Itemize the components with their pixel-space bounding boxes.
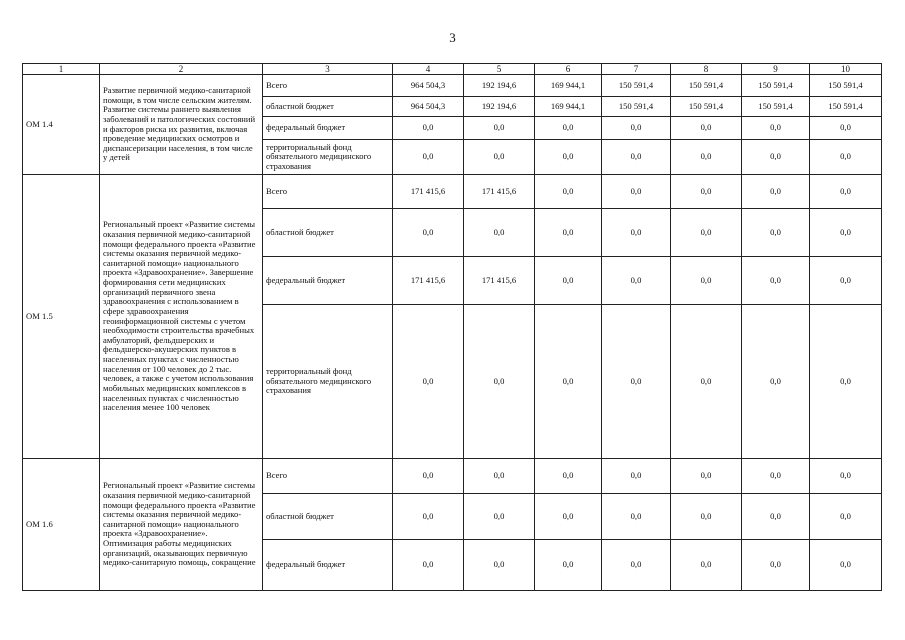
amount-cell: 0,0 <box>742 209 810 257</box>
amount-cell: 0,0 <box>810 209 882 257</box>
amount-cell: 0,0 <box>671 305 742 459</box>
column-header: 9 <box>742 64 810 75</box>
amount-cell: 0,0 <box>464 494 535 540</box>
amount-cell: 964 504,3 <box>393 97 464 117</box>
amount-cell: 171 415,6 <box>464 257 535 305</box>
funding-source: областной бюджет <box>263 494 393 540</box>
amount-cell: 0,0 <box>742 494 810 540</box>
table-row <box>23 75 882 97</box>
amount-cell: 150 591,4 <box>602 75 671 97</box>
amount-cell: 0,0 <box>810 117 882 140</box>
amount-cell: 0,0 <box>671 140 742 175</box>
amount-cell: 0,0 <box>602 140 671 175</box>
funding-source: Всего <box>263 75 393 97</box>
amount-cell: 0,0 <box>464 140 535 175</box>
table-row <box>23 175 882 209</box>
amount-cell: 0,0 <box>810 459 882 494</box>
amount-cell: 0,0 <box>535 305 602 459</box>
amount-cell: 169 944,1 <box>535 97 602 117</box>
amount-cell: 0,0 <box>393 459 464 494</box>
column-header: 2 <box>100 64 263 75</box>
amount-cell: 0,0 <box>464 209 535 257</box>
amount-cell: 0,0 <box>602 209 671 257</box>
amount-cell: 192 194,6 <box>464 97 535 117</box>
amount-cell: 0,0 <box>742 459 810 494</box>
amount-cell: 0,0 <box>671 257 742 305</box>
amount-cell: 192 194,6 <box>464 75 535 97</box>
amount-cell: 0,0 <box>742 140 810 175</box>
amount-cell: 0,0 <box>810 257 882 305</box>
amount-cell: 0,0 <box>535 459 602 494</box>
column-header: 3 <box>263 64 393 75</box>
amount-cell: 0,0 <box>602 540 671 591</box>
amount-cell: 0,0 <box>742 117 810 140</box>
amount-cell: 150 591,4 <box>671 75 742 97</box>
amount-cell: 171 415,6 <box>393 175 464 209</box>
amount-cell: 150 591,4 <box>810 97 882 117</box>
funding-source: Всего <box>263 459 393 494</box>
column-header: 6 <box>535 64 602 75</box>
measure-description: Развитие первичной медико-санитарной помощи, в том числе сельским жителям. Развитие системы раннего выявления заболеваний и патологических состояний и факторов риска их развития, включая проведение медицинских осмотров и диспансеризации населения, в том числе у детей <box>100 75 263 175</box>
table-body <box>23 75 882 591</box>
amount-cell: 0,0 <box>602 117 671 140</box>
amount-cell: 0,0 <box>535 257 602 305</box>
amount-cell: 169 944,1 <box>535 75 602 97</box>
amount-cell: 0,0 <box>393 305 464 459</box>
budget-table <box>22 63 882 591</box>
amount-cell: 0,0 <box>671 494 742 540</box>
table-row <box>23 459 882 494</box>
measure-code: ОМ 1.4 <box>23 75 100 175</box>
measure-code: ОМ 1.6 <box>23 459 100 591</box>
amount-cell: 0,0 <box>810 175 882 209</box>
amount-cell: 0,0 <box>742 305 810 459</box>
amount-cell: 0,0 <box>393 117 464 140</box>
funding-source: территориальный фонд обязательного медицинского страхования <box>263 140 393 175</box>
amount-cell: 171 415,6 <box>464 175 535 209</box>
amount-cell: 0,0 <box>535 140 602 175</box>
amount-cell: 0,0 <box>393 494 464 540</box>
amount-cell: 0,0 <box>535 540 602 591</box>
amount-cell: 150 591,4 <box>810 75 882 97</box>
funding-source: Всего <box>263 175 393 209</box>
amount-cell: 0,0 <box>464 305 535 459</box>
amount-cell: 0,0 <box>742 257 810 305</box>
amount-cell: 0,0 <box>464 117 535 140</box>
amount-cell: 150 591,4 <box>742 75 810 97</box>
column-header: 7 <box>602 64 671 75</box>
funding-source: федеральный бюджет <box>263 117 393 140</box>
amount-cell: 0,0 <box>810 494 882 540</box>
amount-cell: 0,0 <box>742 540 810 591</box>
measure-description: Региональный проект «Развитие системы оказания первичной медико-санитарной помощи федерального проекта «Развитие системы оказания первичной медико-санитарной помощи» национального проекта «Здравоохранение». Оптимизация работы медицинских организаций, оказывающих первичную медико-санитарную помощь, сокращение <box>100 459 263 591</box>
column-header: 5 <box>464 64 535 75</box>
amount-cell: 0,0 <box>671 175 742 209</box>
funding-source: областной бюджет <box>263 209 393 257</box>
header-row <box>23 64 882 75</box>
column-header: 8 <box>671 64 742 75</box>
column-header: 10 <box>810 64 882 75</box>
measure-description: Региональный проект «Развитие системы оказания первичной медико-санитарной помощи федерального проекта «Развитие системы оказания первичной медико-санитарной помощи» национального проекта «Здравоохранение». Завершение формирования сети медицинских организаций первичного звена здравоохранения с использованием в сфере здравоохранения геоинформационной системы с учетом необходимости строительства врачебных амбулаторий, фельдшерских и фельдшерско-акушерских пунктов в населенных пунктах с численностью населения от 100 человек до 2 тыс. человек, а также с учетом использования мобильных медицинских комплексов в населенных пунктах с численностью населения менее 100 человек <box>100 175 263 459</box>
amount-cell: 150 591,4 <box>742 97 810 117</box>
amount-cell: 0,0 <box>535 175 602 209</box>
amount-cell: 0,0 <box>393 540 464 591</box>
amount-cell: 0,0 <box>464 459 535 494</box>
amount-cell: 0,0 <box>810 140 882 175</box>
amount-cell: 0,0 <box>535 494 602 540</box>
funding-source: федеральный бюджет <box>263 540 393 591</box>
amount-cell: 0,0 <box>535 209 602 257</box>
amount-cell: 150 591,4 <box>602 97 671 117</box>
amount-cell: 171 415,6 <box>393 257 464 305</box>
amount-cell: 0,0 <box>602 459 671 494</box>
amount-cell: 0,0 <box>602 175 671 209</box>
amount-cell: 0,0 <box>671 209 742 257</box>
amount-cell: 0,0 <box>393 140 464 175</box>
amount-cell: 0,0 <box>602 257 671 305</box>
amount-cell: 0,0 <box>742 175 810 209</box>
measure-code: ОМ 1.5 <box>23 175 100 459</box>
amount-cell: 0,0 <box>671 540 742 591</box>
amount-cell: 0,0 <box>671 459 742 494</box>
amount-cell: 0,0 <box>671 117 742 140</box>
amount-cell: 0,0 <box>810 305 882 459</box>
column-header: 4 <box>393 64 464 75</box>
amount-cell: 0,0 <box>464 540 535 591</box>
amount-cell: 0,0 <box>602 494 671 540</box>
funding-source: областной бюджет <box>263 97 393 117</box>
page-number: 3 <box>449 30 456 45</box>
amount-cell: 150 591,4 <box>671 97 742 117</box>
amount-cell: 964 504,3 <box>393 75 464 97</box>
amount-cell: 0,0 <box>602 305 671 459</box>
funding-source: федеральный бюджет <box>263 257 393 305</box>
amount-cell: 0,0 <box>810 540 882 591</box>
funding-source: территориальный фонд обязательного медицинского страхования <box>263 305 393 459</box>
amount-cell: 0,0 <box>393 209 464 257</box>
column-header: 1 <box>23 64 100 75</box>
amount-cell: 0,0 <box>535 117 602 140</box>
